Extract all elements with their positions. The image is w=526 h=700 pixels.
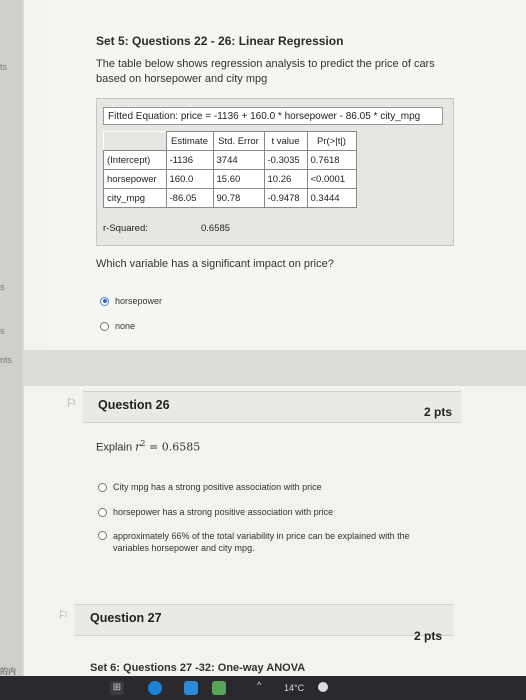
- option-variability[interactable]: [98, 530, 428, 554]
- explain-prefix: Explain: [96, 441, 136, 454]
- question-27-title: Question 27: [90, 611, 162, 625]
- question-26-points: 2 pts: [424, 405, 453, 419]
- column-header: Pr(>|t|): [307, 132, 356, 151]
- explain-exponent: 2: [140, 439, 146, 448]
- option-label: City mpg has a strong positive association with price: [113, 482, 322, 492]
- next-set-title: Set 6: Questions 27 -32: One-way ANOVA: [90, 662, 306, 674]
- table-row: [104, 151, 357, 170]
- regression-table: [103, 131, 357, 208]
- rail-label: s: [0, 326, 5, 336]
- regression-output: [96, 98, 454, 246]
- task-view-icon[interactable]: ⊞: [110, 681, 124, 695]
- radio-selected-icon[interactable]: [100, 297, 109, 306]
- column-header: Estimate: [166, 132, 213, 151]
- option-label: none: [115, 321, 136, 331]
- table-cell: horsepower: [104, 170, 167, 189]
- rsquared-label: r-Squared:: [103, 223, 148, 234]
- option-none[interactable]: [100, 321, 135, 331]
- table-row: [104, 170, 357, 189]
- table-cell: 160.0: [166, 170, 213, 189]
- edge-browser-icon[interactable]: [148, 681, 162, 695]
- question-26-title: Question 26: [98, 398, 170, 412]
- explain-equation: = 0.6585: [145, 440, 201, 454]
- explain-prompt: [96, 439, 200, 454]
- column-header: [104, 132, 167, 151]
- table-cell: -1136: [166, 151, 213, 170]
- question-divider: [24, 350, 526, 386]
- table-cell: <0.0001: [307, 170, 356, 189]
- weather-temp: 14°C: [284, 683, 305, 693]
- table-cell: (Intercept): [104, 151, 167, 170]
- radio-icon[interactable]: [98, 508, 107, 517]
- table-cell: city_mpg: [104, 189, 167, 208]
- rsquared-value: 0.6585: [201, 223, 231, 234]
- explain-variable: r: [135, 440, 141, 454]
- table-cell: 10.26: [264, 170, 307, 189]
- table-cell: -0.9478: [264, 189, 307, 208]
- app-icon[interactable]: [212, 681, 226, 695]
- radio-icon[interactable]: [98, 531, 107, 540]
- table-row: [104, 189, 357, 208]
- rail-label: 的内: [0, 667, 16, 676]
- table-cell: 0.7618: [307, 151, 356, 170]
- flag-icon[interactable]: ⚐: [58, 608, 69, 622]
- app-icon[interactable]: [184, 681, 198, 695]
- question-27-points: 2 pts: [414, 629, 443, 643]
- option-label: horsepower: [115, 296, 163, 306]
- set-description: The table below shows regression analysis to predict the price of cars based on horsepower and city mpg: [96, 58, 435, 85]
- os-taskbar: [0, 676, 526, 700]
- table-cell: 3744: [213, 151, 264, 170]
- rail-label: nts: [0, 355, 13, 365]
- column-header: Std. Error: [213, 132, 264, 151]
- option-horsepower[interactable]: [100, 296, 162, 306]
- table-cell: -86.05: [166, 189, 213, 208]
- table-cell: 90.78: [213, 189, 264, 208]
- weather-icon: [318, 682, 328, 692]
- table-cell: 15.60: [213, 170, 264, 189]
- radio-icon[interactable]: [98, 483, 107, 492]
- left-sidebar-rail: [0, 0, 22, 700]
- fitted-equation: Fitted Equation: price = -1136 + 160.0 * horsepower - 86.05 * city_mpg: [103, 107, 443, 125]
- rail-label: s: [0, 282, 5, 292]
- radio-icon[interactable]: [100, 322, 109, 331]
- option-label: approximately 66% of the total variability in price can be explained with the variables horsepower and city mpg.: [113, 531, 410, 553]
- flag-icon[interactable]: ⚐: [66, 396, 77, 410]
- column-header: t value: [264, 132, 307, 151]
- table-cell: 0.3444: [307, 189, 356, 208]
- table-cell: -0.3035: [264, 151, 307, 170]
- option-label: horsepower has a strong positive association with price: [113, 507, 334, 517]
- rail-label: ts: [0, 62, 8, 72]
- chevron-up-icon[interactable]: ^: [257, 680, 262, 690]
- question-prompt: Which variable has a significant impact on price?: [96, 258, 334, 270]
- option-horsepower-assoc[interactable]: [98, 507, 333, 517]
- option-city-mpg[interactable]: [98, 482, 322, 492]
- table-header-row: [104, 132, 357, 151]
- set-title: Set 5: Questions 22 - 26: Linear Regression: [96, 34, 344, 48]
